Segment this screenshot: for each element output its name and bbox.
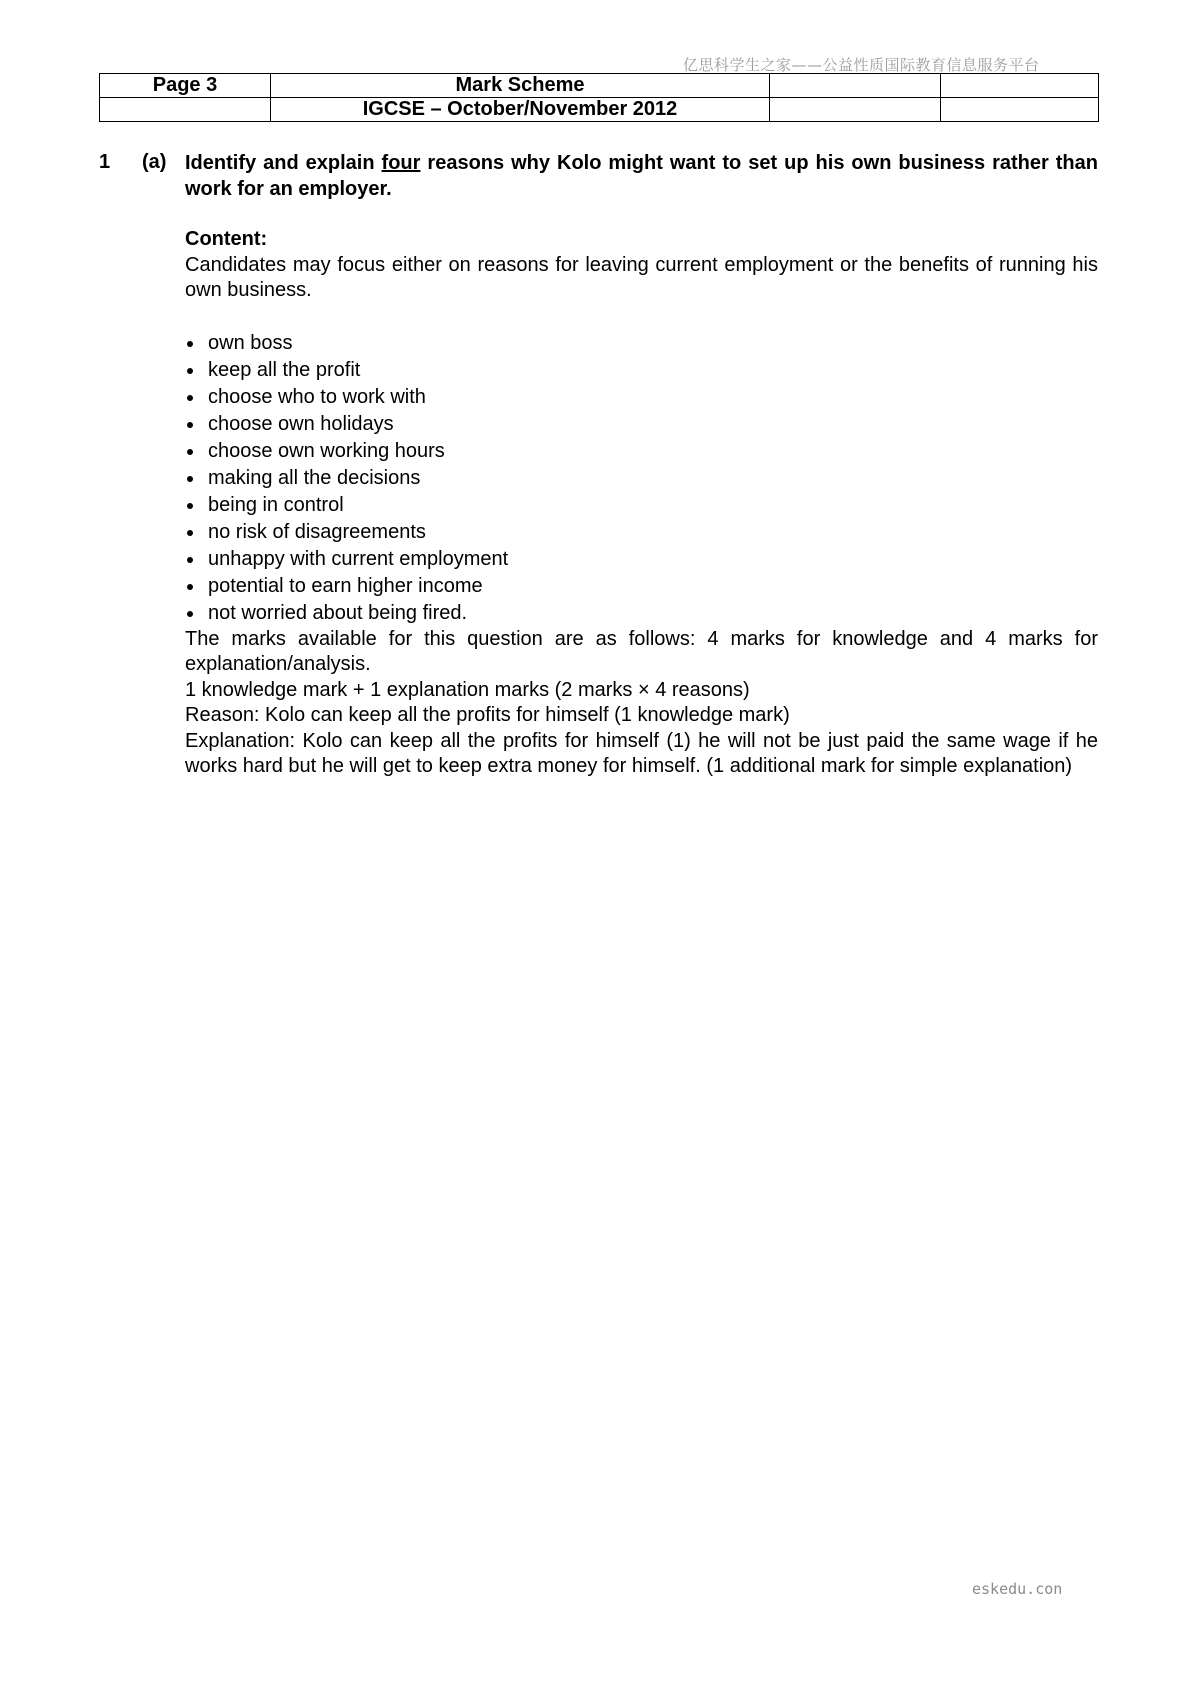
question-number: 1 (99, 151, 111, 173)
empty-cell (941, 98, 1099, 122)
bullet-icon (187, 611, 193, 617)
bullet-icon (187, 368, 193, 374)
header-row-1 (100, 74, 1099, 98)
question-prompt (185, 151, 1098, 202)
mark-scheme-title-cell: Mark Scheme (271, 74, 770, 98)
bullet-icon (187, 395, 193, 401)
empty-cell (770, 74, 941, 98)
list-item: being in control (185, 492, 1098, 519)
list-item: choose own holidays (185, 411, 1098, 438)
question-part: (a) (142, 151, 167, 173)
question-prompt-underlined: four (381, 152, 421, 174)
bullet-icon (187, 503, 193, 509)
empty-cell (941, 74, 1099, 98)
mark-scheme-header-table (99, 73, 1099, 122)
list-item: own boss (185, 330, 1098, 357)
bullet-icon (187, 557, 193, 563)
list-item: unhappy with current employment (185, 546, 1098, 573)
list-item: choose own working hours (185, 438, 1098, 465)
empty-cell (770, 98, 941, 122)
marks-available-paragraph: The marks available for this question are as follows: 4 marks for knowledge and 4 marks for explanation/analysis. (185, 627, 1098, 675)
question-content (185, 151, 1098, 780)
bullet-icon (187, 584, 193, 590)
reasons-list (185, 330, 1098, 627)
exam-session-cell: IGCSE – October/November 2012 (271, 98, 770, 122)
question-prompt-end: reasons why Kolo might want to set up his own business rather than work for an employer. (185, 152, 1098, 200)
marks-breakdown-paragraph: 1 knowledge mark + 1 explanation marks (2 marks × 4 reasons) (185, 678, 750, 701)
list-item: no risk of disagreements (185, 519, 1098, 546)
list-item: potential to earn higher income (185, 573, 1098, 600)
bullet-icon (187, 530, 193, 536)
reason-example-paragraph: Reason: Kolo can keep all the profits for himself (1 knowledge mark) (185, 704, 790, 726)
list-item: keep all the profit (185, 357, 1098, 384)
question-prompt-start: Identify and explain (185, 152, 382, 174)
explanation-example-paragraph: Explanation: Kolo can keep all the profits for himself (1) he will not be just paid the same wage if he works hard but he will get to keep extra money for himself. (1 additional mark for simple explanation) (185, 729, 1098, 777)
bullet-icon (187, 449, 193, 455)
bullet-icon (187, 341, 193, 347)
content-intro: Candidates may focus either on reasons for leaving current employment or the benefits of running his own business. (185, 253, 1098, 301)
list-item: not worried about being fired. (185, 600, 1098, 627)
list-item: making all the decisions (185, 465, 1098, 492)
bullet-icon (187, 476, 193, 482)
list-item: choose who to work with (185, 384, 1098, 411)
empty-cell (100, 98, 271, 122)
bullet-icon (187, 422, 193, 428)
header-row-2 (100, 98, 1099, 122)
page-number-cell: Page 3 (100, 74, 271, 98)
content-heading: Content: (185, 228, 268, 250)
watermark-top: 亿思科学生之家——公益性质国际教育信息服务平台 (683, 56, 1040, 74)
watermark-bottom: eskedu.con (972, 1580, 1063, 1598)
